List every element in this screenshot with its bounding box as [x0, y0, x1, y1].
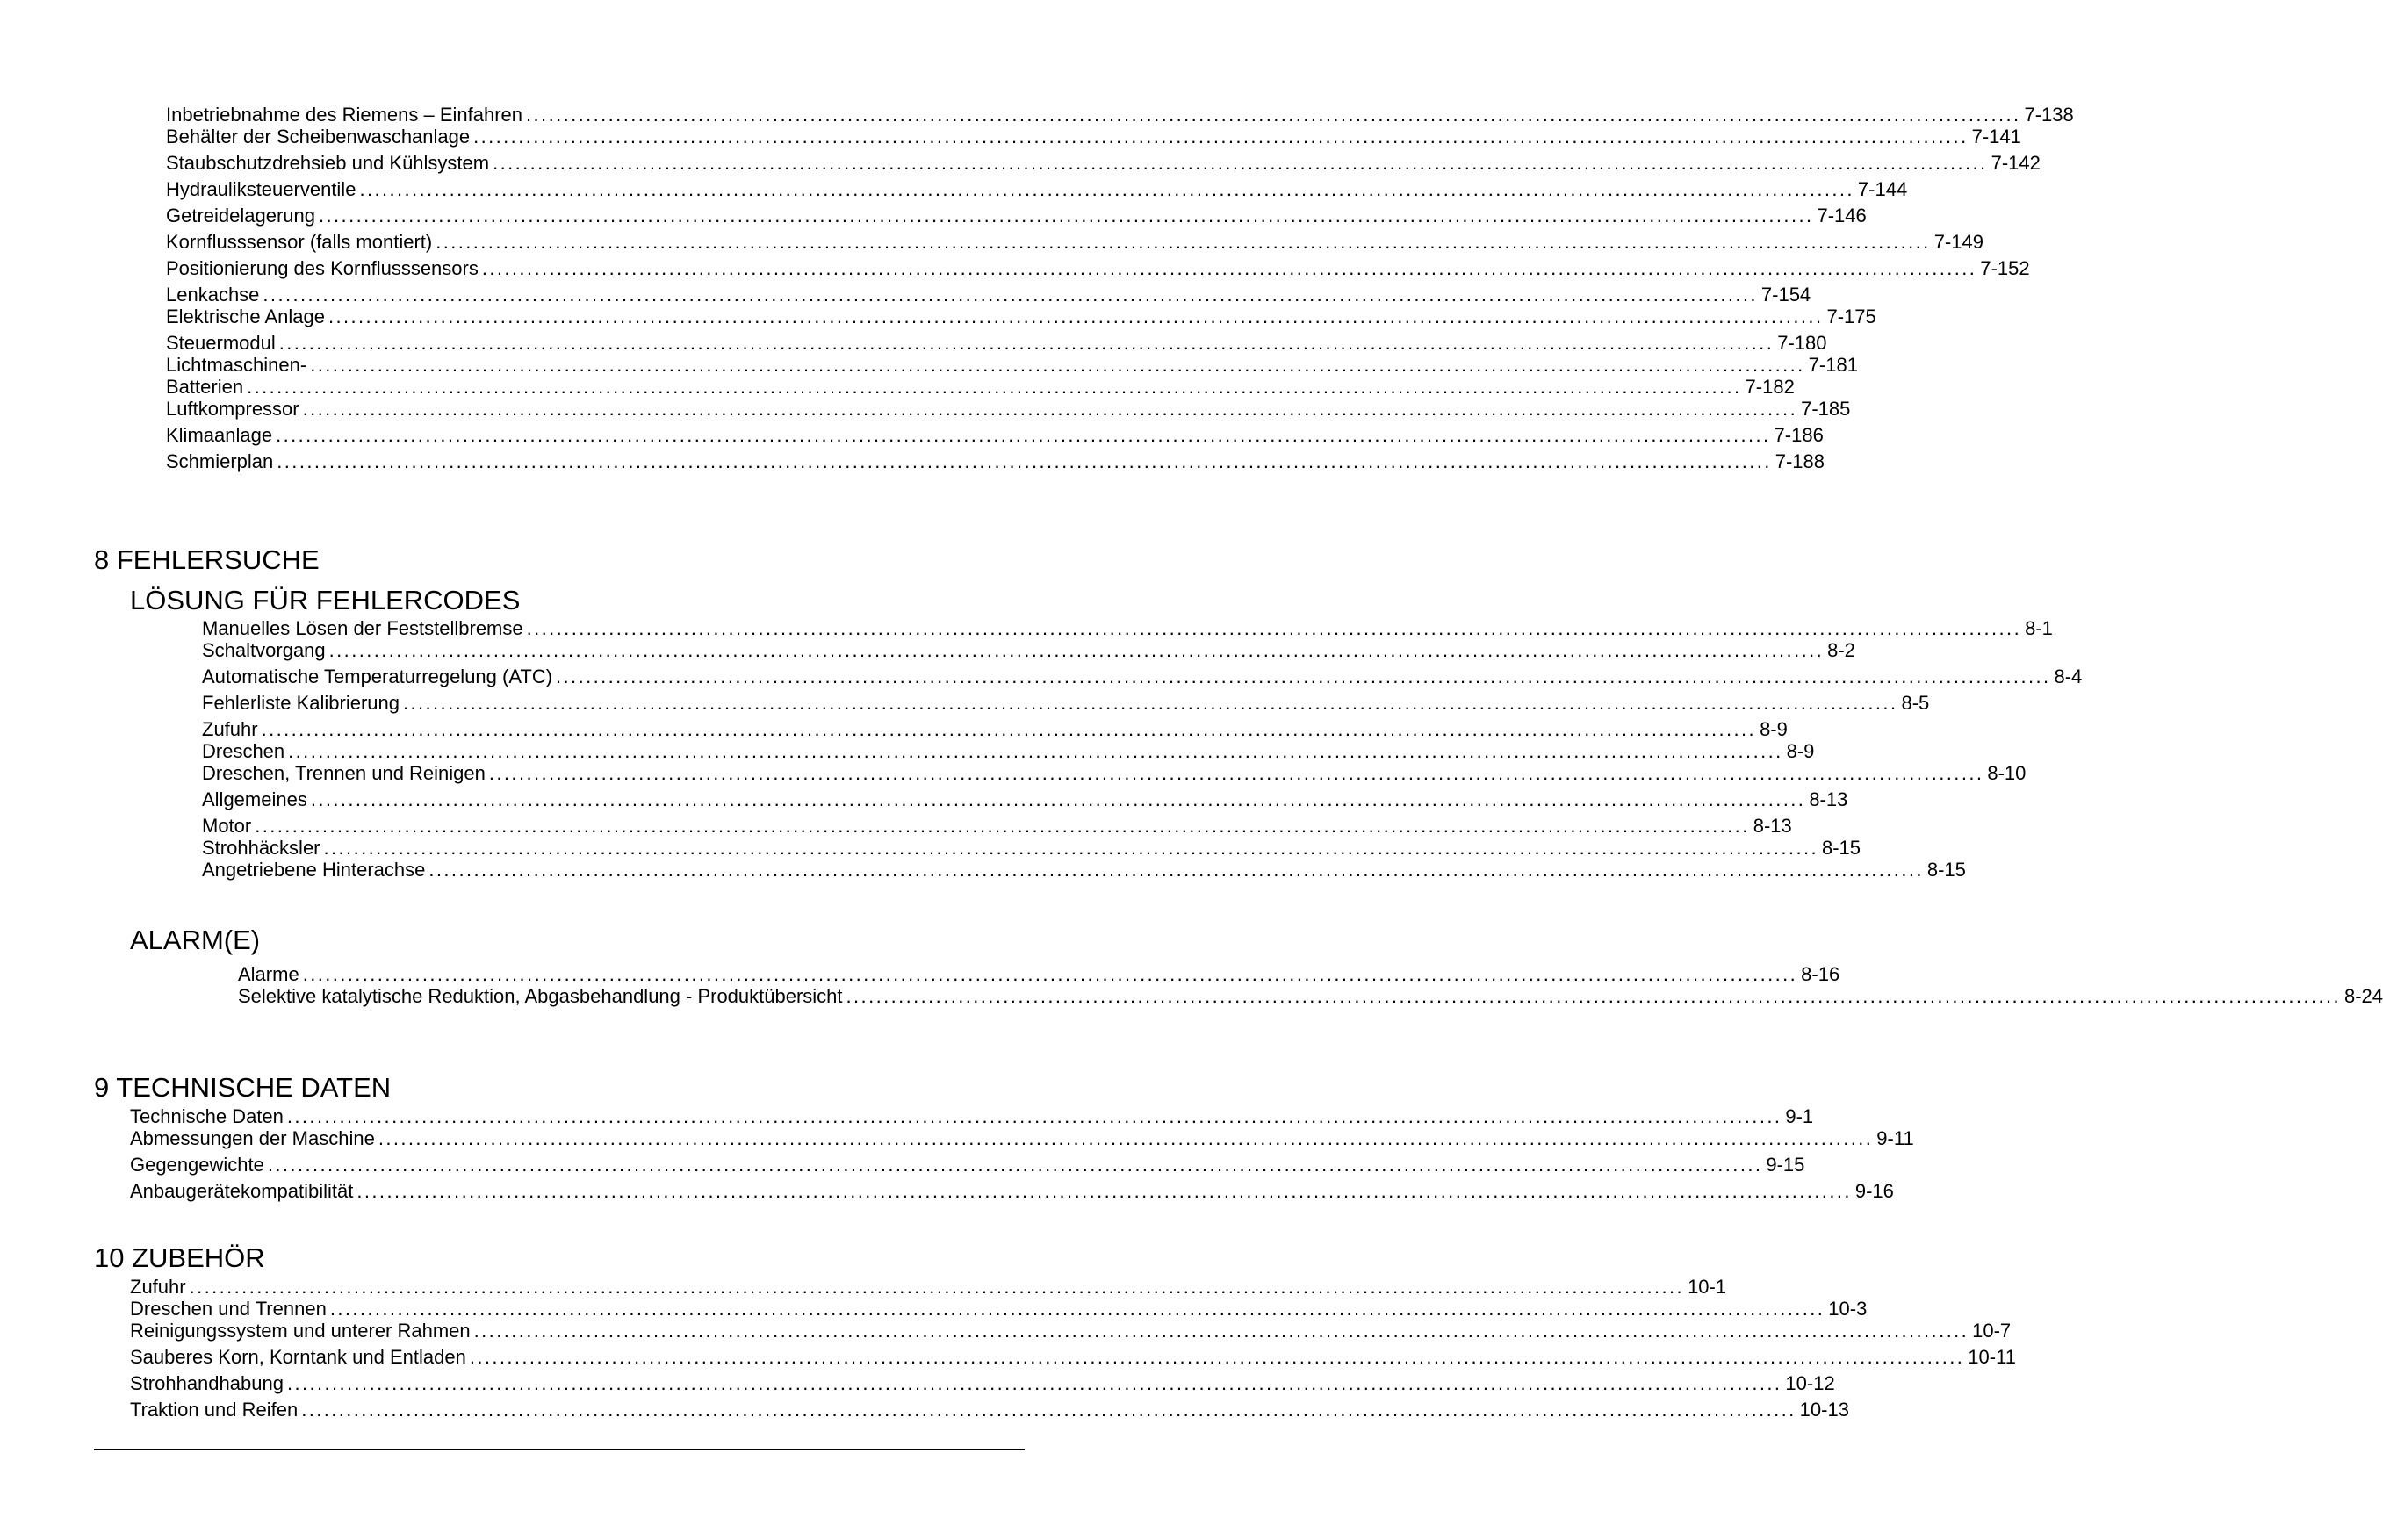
chapter-title[interactable]: 10 ZUBEHÖR — [94, 1242, 265, 1273]
toc-entry-title: Positionierung des Kornflusssensors — [166, 257, 479, 279]
toc-entry-title: Behälter der Scheibenwaschanlage — [166, 126, 471, 148]
toc-entry-title: Alarme — [238, 963, 299, 985]
chapter-title[interactable]: 8 FEHLERSUCHE — [94, 544, 320, 575]
toc-leader: ........................................................................................................................................................................................................ — [329, 1298, 1825, 1320]
toc-entry-page: 8-16 — [1801, 963, 1840, 985]
toc-entry[interactable] — [130, 1369, 1835, 1395]
toc-entry-page: 10-1 — [1688, 1276, 1727, 1298]
toc-entry-title: Abmessungen der Maschine — [130, 1127, 375, 1149]
toc-entry-page: 8-15 — [1821, 837, 1861, 859]
toc-entry[interactable] — [166, 394, 1851, 421]
toc-entry-page: 10-12 — [1785, 1372, 1835, 1394]
toc-entry-title: Zufuhr — [130, 1276, 186, 1298]
toc-entry-page: 7-175 — [1826, 306, 1876, 327]
toc-entry-page: 8-15 — [1926, 859, 1966, 881]
toc-entry-page: 9-1 — [1785, 1105, 1814, 1127]
toc-leader: ........................................................................................................................................................................................................ — [310, 788, 1806, 810]
toc-entry-title: Strohhandhabung — [130, 1372, 284, 1394]
toc-leader: ........................................................................................................................................................................................................ — [319, 205, 1814, 227]
toc-entry[interactable] — [130, 1124, 1914, 1150]
toc-leader: ........................................................................................................................................................................................................ — [286, 1105, 1782, 1127]
toc-entry-page: 7-138 — [2024, 104, 2074, 126]
toc-leader: ........................................................................................................................................................................................................ — [473, 1320, 1969, 1342]
toc-leader: ........................................................................................................................................................................................................ — [526, 617, 2022, 639]
toc-entry-title: Sauberes Korn, Korntank und Entladen — [130, 1346, 466, 1368]
toc-entry[interactable] — [130, 1316, 2012, 1342]
toc-leader: ........................................................................................................................................................................................................ — [261, 718, 1757, 740]
toc-entry[interactable] — [202, 688, 1930, 715]
toc-entry-title: Luftkompressor — [166, 398, 299, 420]
toc-entry-title: Technische Daten — [130, 1105, 284, 1127]
toc-entry-page: 7-182 — [1745, 376, 1795, 398]
toc-leader: ........................................................................................................................................................................................................ — [493, 152, 1988, 174]
toc-leader: ........................................................................................................................................................................................................ — [302, 398, 1798, 420]
toc-entry-page: 7-144 — [1857, 178, 1908, 200]
toc-leader: ........................................................................................................................................................................................................ — [288, 740, 1783, 762]
subsection-title[interactable]: ALARM(E) — [130, 925, 261, 955]
toc-leader: ........................................................................................................................................................................................................ — [286, 1372, 1782, 1394]
toc-entry-page: 8-10 — [1987, 762, 2027, 784]
toc-entry-title: Klimaanlage — [166, 424, 273, 446]
toc-leader: ........................................................................................................................................................................................................ — [526, 104, 2021, 126]
toc-entry[interactable] — [130, 1150, 1805, 1177]
chapter-title[interactable]: 9 TECHNISCHE DATEN — [94, 1072, 392, 1103]
toc-entry-page: 8-13 — [1809, 788, 1848, 810]
toc-entry-title: Gegengewichte — [130, 1154, 264, 1176]
toc-entry-page: 7-185 — [1801, 398, 1851, 420]
toc-entry-page: 7-188 — [1775, 450, 1825, 472]
toc-leader: ........................................................................................................................................................................................................ — [403, 692, 1898, 714]
toc-leader: ........................................................................................................................................................................................................ — [263, 284, 1758, 306]
toc-leader: ........................................................................................................................................................................................................ — [436, 231, 1931, 253]
toc-entry-title: Dreschen und Trennen — [130, 1298, 327, 1320]
toc-entry[interactable] — [130, 1177, 1894, 1203]
toc-entry[interactable] — [166, 302, 1876, 328]
toc-entry-page: 8-2 — [1827, 639, 1855, 661]
toc-entry-title: Strohhäcksler — [202, 837, 320, 859]
toc-entry-title: Anbaugerätekompatibilität — [130, 1180, 354, 1202]
toc-entry-title: Inbetriebnahme des Riemens – Einfahren — [166, 104, 523, 126]
toc-entry[interactable] — [238, 982, 2383, 1008]
toc-leader: ........................................................................................................................................................................................................ — [301, 1399, 1796, 1421]
toc-entry-page: 7-181 — [1808, 354, 1858, 376]
footer-rule — [94, 1449, 1025, 1450]
toc-entry-title: Dreschen — [202, 740, 285, 762]
toc-leader: ........................................................................................................................................................................................................ — [488, 762, 1984, 784]
toc-entry[interactable] — [166, 227, 1983, 254]
toc-entry[interactable] — [166, 421, 1824, 447]
toc-entry[interactable] — [202, 785, 1848, 811]
toc-leader: ........................................................................................................................................................................................................ — [277, 450, 1772, 472]
toc-entry-title: Automatische Temperaturregelung (ATC) — [202, 666, 553, 687]
toc-entry-page: 7-142 — [1991, 152, 2041, 174]
toc-entry-title: Zufuhr — [202, 718, 258, 740]
toc-entry[interactable] — [202, 662, 2083, 688]
toc-leader: ........................................................................................................................................................................................................ — [278, 332, 1775, 354]
toc-entry[interactable] — [202, 636, 1855, 662]
toc-entry-page: 8-9 — [1760, 718, 1788, 740]
toc-leader: ........................................................................................................................................................................................................ — [481, 257, 1977, 279]
toc-entry-page: 10-13 — [1799, 1399, 1849, 1421]
toc-entry-title: Allgemeines — [202, 788, 307, 810]
toc-entry-title: Manuelles Lösen der Feststellbremse — [202, 617, 523, 639]
toc-entry-page: 10-3 — [1828, 1298, 1868, 1320]
toc-entry-page: 7-154 — [1760, 284, 1811, 306]
toc-entry-title: Steuermodul — [166, 332, 276, 354]
toc-leader: ........................................................................................................................................................................................................ — [428, 859, 1924, 881]
toc-leader: ........................................................................................................................................................................................................ — [473, 126, 1969, 148]
toc-leader: ........................................................................................................................................................................................................ — [328, 639, 1825, 661]
toc-leader: ........................................................................................................................................................................................................ — [359, 178, 1854, 200]
toc-entry-title: Elektrische Anlage — [166, 306, 325, 327]
toc-leader: ........................................................................................................................................................................................................ — [469, 1346, 1965, 1368]
toc-entry-title: Staubschutzdrehsieb und Kühlsystem — [166, 152, 490, 174]
toc-entry-title: Dreschen, Trennen und Reinigen — [202, 762, 486, 784]
toc-leader: ........................................................................................................................................................................................................ — [328, 306, 1824, 327]
toc-entry[interactable] — [202, 759, 2027, 785]
toc-entry-page: 7-141 — [1971, 126, 2021, 148]
toc-leader: ........................................................................................................................................................................................................ — [378, 1127, 1874, 1149]
toc-entry-page: 7-180 — [1777, 332, 1827, 354]
toc-entry-title: Angetriebene Hinterachse — [202, 859, 426, 881]
toc-entry-title: Lichtmaschinen- — [166, 354, 307, 376]
toc-leader: ........................................................................................................................................................................................................ — [356, 1180, 1852, 1202]
toc-leader: ........................................................................................................................................................................................................ — [302, 963, 1798, 985]
toc-entry-title: Selektive katalytische Reduktion, Abgasbehandlung - Produktübersicht — [238, 985, 843, 1007]
toc-entry[interactable] — [166, 148, 2041, 175]
toc-entry-page: 8-4 — [2054, 666, 2083, 687]
toc-entry-page: 8-13 — [1753, 815, 1792, 837]
toc-entry[interactable] — [166, 122, 2021, 148]
toc-leader: ........................................................................................................................................................................................................ — [556, 666, 2051, 687]
toc-entry[interactable] — [166, 175, 1908, 201]
toc-entry-page: 8-1 — [2025, 617, 2053, 639]
toc-entry-title: Lenkachse — [166, 284, 260, 306]
toc-entry[interactable] — [202, 855, 1966, 882]
toc-entry-title: Schaltvorgang — [202, 639, 326, 661]
toc-leader: ........................................................................................................................................................................................................ — [189, 1276, 1685, 1298]
toc-entry-title: Motor — [202, 815, 252, 837]
toc-entry[interactable] — [166, 201, 1867, 227]
toc-entry[interactable] — [166, 447, 1825, 473]
toc-entry[interactable] — [130, 1395, 1849, 1421]
toc-entry-page: 8-24 — [2344, 985, 2383, 1007]
toc-entry[interactable] — [166, 254, 2030, 280]
toc-leader: ........................................................................................................................................................................................................ — [247, 376, 1742, 398]
toc-entry-title: Traktion und Reifen — [130, 1399, 299, 1421]
toc-entry-title: Schmierplan — [166, 450, 274, 472]
toc-leader: ........................................................................................................................................................................................................ — [276, 424, 1771, 446]
toc-entry-page: 9-11 — [1876, 1127, 1914, 1149]
toc-entry-page: 8-5 — [1901, 692, 1930, 714]
toc-entry-page: 9-16 — [1854, 1180, 1894, 1202]
toc-leader: ........................................................................................................................................................................................................ — [323, 837, 1818, 859]
toc-leader: ........................................................................................................................................................................................................ — [846, 985, 2341, 1007]
toc-leader: ........................................................................................................................................................................................................ — [267, 1154, 1763, 1176]
toc-entry-page: 10-11 — [1968, 1346, 2016, 1368]
toc-entry-title: Kornflusssensor (falls montiert) — [166, 231, 433, 253]
toc-entry-page: 8-9 — [1786, 740, 1815, 762]
toc-leader: ........................................................................................................................................................................................................ — [310, 354, 1805, 376]
toc-entry-page: 7-186 — [1774, 424, 1824, 446]
toc-entry-page: 10-7 — [1972, 1320, 2012, 1342]
toc-entry-title: Batterien — [166, 376, 244, 398]
toc-entry[interactable] — [130, 1342, 2016, 1369]
toc-entry-title: Reinigungssystem und unterer Rahmen — [130, 1320, 471, 1342]
toc-entry-page: 7-152 — [1980, 257, 2030, 279]
toc-entry-page: 7-146 — [1817, 205, 1867, 227]
toc-entry-title: Fehlerliste Kalibrierung — [202, 692, 400, 714]
subsection-title[interactable]: LÖSUNG FÜR FEHLERCODES — [130, 585, 521, 615]
toc-entry-page: 7-149 — [1933, 231, 1983, 253]
toc-entry-title: Hydrauliksteuerventile — [166, 178, 356, 200]
toc-leader: ........................................................................................................................................................................................................ — [255, 815, 1750, 837]
toc-entry-page: 9-15 — [1766, 1154, 1805, 1176]
toc-entry-title: Getreidelagerung — [166, 205, 316, 227]
